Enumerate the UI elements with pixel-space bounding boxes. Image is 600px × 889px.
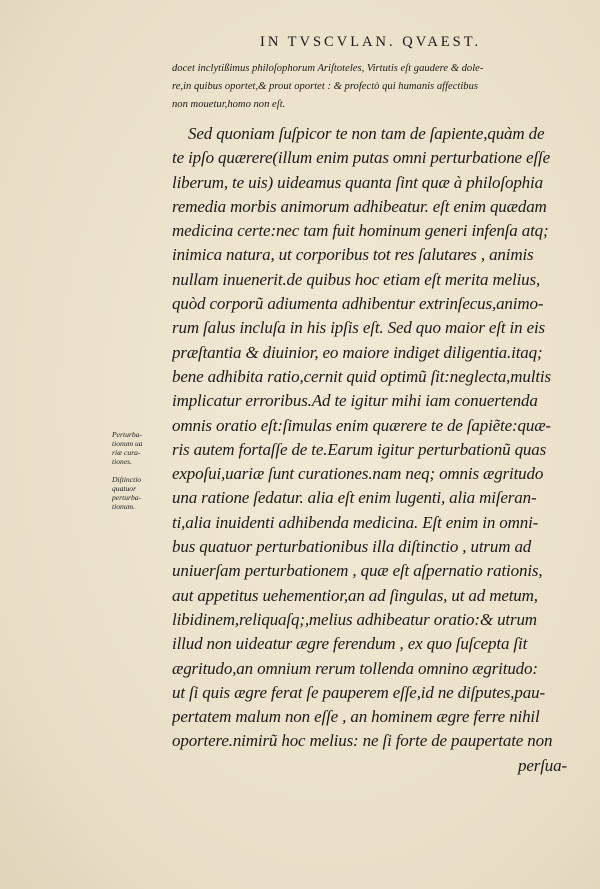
text-line: rum ſalus incluſa in his ipſis eſt. Sed quo maior eſt in eis [172, 318, 546, 338]
text-line: illud non uideatur ægre ferendum , ex quo ſuſcepta ſit [172, 634, 528, 654]
running-head: IN TVSCVLAN. QVAEST. [260, 34, 482, 50]
text-line: te ipſo quærere(illum enim putas omni perturbatione eſſe [172, 148, 550, 168]
text-line: ægritudo,an omnium rerum tollenda omnino ægritudo: [172, 658, 538, 678]
text-line: nullam inuenerit.de quibus hoc etiam eſt merita melius, [172, 269, 541, 289]
text-line: pertatem malum non eſſe , an hominem ægre ferre nihil [172, 707, 540, 727]
text-line: quòd corporũ adiumenta adhibentur extrinſecus,animo- [172, 294, 544, 314]
sub-line: non mouetur,homo non eſt. [172, 99, 286, 110]
sub-line: docet inclytißimus philoſophorum Ariſtoteles, Virtutis eſt gaudere & dole- [172, 63, 484, 74]
text-line: implicatur erroribus.Ad te igitur mihi iam conuertenda [172, 391, 538, 411]
text-line: bene adhibita ratio,cernit quid optimũ ſit:neglecta,multis [172, 366, 551, 386]
text-line: oportere.nimirũ hoc melius: ne ſi forte de paupertate non [172, 731, 553, 751]
text-line: expoſui,uariæ ſunt curationes.nam neq; omnis ægritudo [172, 464, 544, 484]
text-line: ut ſi quis ægre ferat ſe pauperem eſſe,id ne diſputes,pau- [172, 682, 545, 702]
margin-note-line: Perturba- [112, 430, 142, 439]
text-line: libidinem,reliquaſq;,melius adhibeatur oratio:& utrum [172, 609, 537, 629]
margin-note-line: tiones. [112, 457, 133, 466]
text-line: inimica natura, ut corporibus tot res ſalutares , animis [172, 245, 534, 265]
text-line: remedia morbis animorum adhibeatur. eſt enim quædam [172, 196, 547, 216]
text-line: una ratione ſedatur. alia eſt enim lugenti, alia miſeran- [172, 488, 537, 508]
text-line: omnis oratio eſt:ſimulas enim quærere te de ſapiẽte:quæ- [172, 415, 551, 435]
text-line: præſtantia & diuinior, eo maiore indiget diligentia.itaq; [172, 342, 543, 362]
margin-note-line: quatuor [112, 484, 137, 493]
sub-paragraph [172, 60, 572, 114]
text-line: ris autem fortaſſe de te.Earum igitur perturbationũ quas [172, 439, 547, 459]
text-line: liberum, te uis) uideamus quanta ſint quæ à philoſophia [172, 172, 543, 192]
text-line: uniuerſam perturbationem , quæ eſt aſpernatio rationis, [172, 561, 543, 581]
margin-note-line: riæ cura- [112, 448, 141, 457]
margin-note-line: perturba- [112, 493, 142, 502]
margin-note-line: tionum. [112, 502, 135, 511]
text-line: bus quatuor perturbationibus illa diſtinctio , utrum ad [172, 537, 532, 557]
margin-note-line: tionum ua [112, 439, 143, 448]
main-paragraph [172, 122, 577, 778]
sub-line: re,in quibus oportet,& prout oportet : & profectò qui humanis affectibus [172, 81, 479, 92]
catchword: perſua- [518, 755, 567, 775]
margin-notes [112, 430, 170, 511]
text-line: medicina certe:nec tam fuit hominum generi infenſa atq; [172, 221, 549, 241]
text-line: ti,alia inuidenti adhibenda medicina. Eſt enim in omni- [172, 512, 539, 532]
margin-note-line: Diſtinctio [112, 475, 142, 484]
text-line: aut appetitus uehementior,an ad ſingulas, ut ad metum, [172, 585, 538, 605]
text-line: Sed quoniam ſuſpicor te non tam de ſapiente,quàm de [188, 124, 545, 143]
